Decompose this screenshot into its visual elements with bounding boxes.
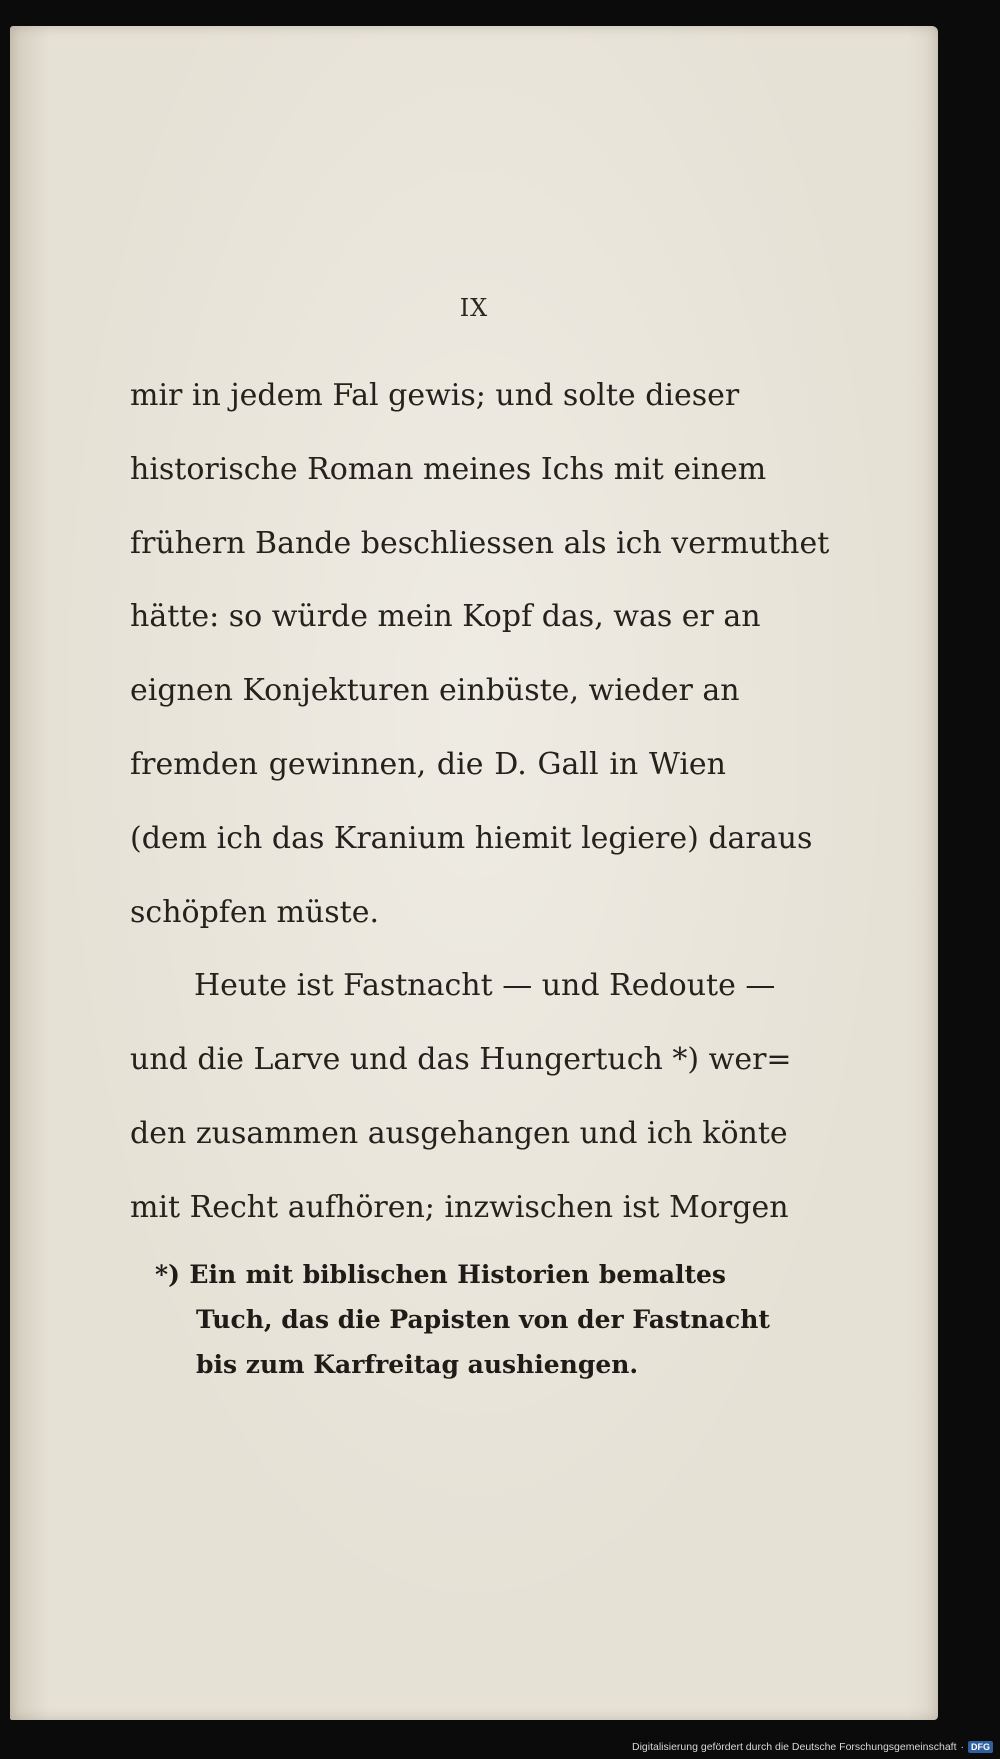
dfg-logo: DFG xyxy=(968,1741,993,1753)
page-number: IX xyxy=(459,294,489,322)
footnote-line: bis zum Karfreitag aushiengen. xyxy=(196,1350,639,1379)
text-line: eignen Konjekturen einbüste, wieder an xyxy=(130,673,740,709)
book-page xyxy=(10,26,938,1720)
text-line: fremden gewinnen, die D. Gall in Wien xyxy=(130,746,726,782)
text-line: mit Recht aufhören; inzwischen ist Morgen xyxy=(130,1189,789,1225)
text-line: hätte: so würde mein Kopf das, was er an xyxy=(130,599,761,635)
text-line: und die Larve und das Hungertuch *) wer= xyxy=(130,1042,792,1078)
text-line: frühern Bande beschliessen als ich vermuthet xyxy=(130,525,830,561)
digitization-credit: Digitalisierung gefördert durch die Deutsche Forschungsgemeinschaft · DFG xyxy=(632,1741,993,1753)
body-text xyxy=(130,378,830,1264)
footnote-line: *) Ein mit biblischen Historien bemaltes xyxy=(155,1260,726,1289)
text-line: Heute ist Fastnacht — und Redoute — xyxy=(194,968,776,1004)
text-line: schöpfen müste. xyxy=(130,894,380,930)
text-line: (dem ich das Kranium hiemit legiere) daraus xyxy=(130,820,813,856)
text-line: den zusammen ausgehangen und ich könte xyxy=(130,1115,788,1151)
footnote-line: Tuch, das die Papisten von der Fastnacht xyxy=(196,1305,770,1334)
footnote xyxy=(155,1259,770,1394)
credit-text: Digitalisierung gefördert durch die Deutsche Forschungsgemeinschaft xyxy=(631,1741,957,1753)
text-line: historische Roman meines Ichs mit einem xyxy=(130,451,767,487)
text-line: mir in jedem Fal gewis; und solte dieser xyxy=(130,378,740,413)
